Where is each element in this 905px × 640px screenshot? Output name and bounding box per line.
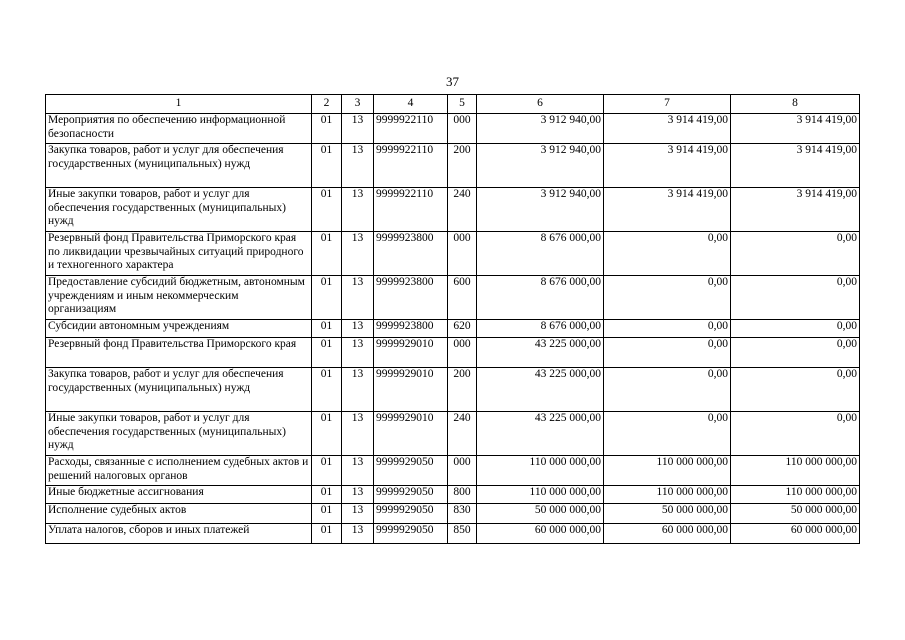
- column-header: 6: [477, 95, 604, 114]
- row-name: Закупка товаров, работ и услуг для обеспечения государственных (муниципальных) нужд: [46, 144, 312, 188]
- budget-table: [45, 94, 860, 544]
- row-section: 01: [312, 114, 342, 144]
- table-row: [46, 456, 860, 486]
- row-amount-2: 0,00: [604, 368, 731, 412]
- row-subsection: 13: [342, 486, 374, 504]
- table-row: [46, 486, 860, 504]
- row-name: Резервный фонд Правительства Приморского края: [46, 338, 312, 368]
- row-amount-1: 3 912 940,00: [477, 144, 604, 188]
- row-amount-1: 8 676 000,00: [477, 320, 604, 338]
- row-target-item: 9999929050: [374, 524, 448, 544]
- table-row: [46, 232, 860, 276]
- row-section: 01: [312, 412, 342, 456]
- row-amount-1: 43 225 000,00: [477, 368, 604, 412]
- row-target-item: 9999923800: [374, 276, 448, 320]
- row-expense-type: 830: [448, 504, 477, 524]
- row-expense-type: 000: [448, 232, 477, 276]
- row-amount-2: 50 000 000,00: [604, 504, 731, 524]
- row-amount-3: 0,00: [731, 368, 860, 412]
- row-name: Мероприятия по обеспечению информационной безопасности: [46, 114, 312, 144]
- row-expense-type: 200: [448, 144, 477, 188]
- row-section: 01: [312, 504, 342, 524]
- row-expense-type: 620: [448, 320, 477, 338]
- row-name: Иные бюджетные ассигнования: [46, 486, 312, 504]
- row-amount-3: 0,00: [731, 338, 860, 368]
- row-amount-1: 43 225 000,00: [477, 412, 604, 456]
- table-row: [46, 504, 860, 524]
- row-name: Иные закупки товаров, работ и услуг для обеспечения государственных (муниципальных) нужд: [46, 188, 312, 232]
- row-subsection: 13: [342, 188, 374, 232]
- row-subsection: 13: [342, 368, 374, 412]
- row-subsection: 13: [342, 114, 374, 144]
- row-target-item: 9999929010: [374, 412, 448, 456]
- row-section: 01: [312, 486, 342, 504]
- row-subsection: 13: [342, 320, 374, 338]
- row-subsection: 13: [342, 456, 374, 486]
- row-amount-2: 110 000 000,00: [604, 456, 731, 486]
- header-row: [46, 95, 860, 114]
- row-amount-2: 0,00: [604, 276, 731, 320]
- table-row: [46, 412, 860, 456]
- column-header: 2: [312, 95, 342, 114]
- table-row: [46, 320, 860, 338]
- row-amount-1: 43 225 000,00: [477, 338, 604, 368]
- table-row: [46, 144, 860, 188]
- row-section: 01: [312, 320, 342, 338]
- row-amount-1: 60 000 000,00: [477, 524, 604, 544]
- row-amount-1: 8 676 000,00: [477, 276, 604, 320]
- column-header: 7: [604, 95, 731, 114]
- row-name: Резервный фонд Правительства Приморского края по ликвидации чрезвычайных ситуаций природного и техногенного характера: [46, 232, 312, 276]
- row-name: Иные закупки товаров, работ и услуг для обеспечения государственных (муниципальных) нужд: [46, 412, 312, 456]
- row-expense-type: 200: [448, 368, 477, 412]
- row-amount-3: 0,00: [731, 232, 860, 276]
- row-target-item: 9999923800: [374, 232, 448, 276]
- column-header: 5: [448, 95, 477, 114]
- row-section: 01: [312, 188, 342, 232]
- row-subsection: 13: [342, 338, 374, 368]
- table-row: [46, 276, 860, 320]
- row-amount-1: 3 912 940,00: [477, 188, 604, 232]
- row-target-item: 9999929050: [374, 456, 448, 486]
- row-target-item: 9999922110: [374, 188, 448, 232]
- row-target-item: 9999929010: [374, 338, 448, 368]
- table-row: [46, 338, 860, 368]
- row-amount-2: 0,00: [604, 320, 731, 338]
- row-amount-2: 0,00: [604, 338, 731, 368]
- row-target-item: 9999923800: [374, 320, 448, 338]
- row-expense-type: 000: [448, 456, 477, 486]
- row-amount-2: 3 914 419,00: [604, 188, 731, 232]
- row-amount-2: 110 000 000,00: [604, 486, 731, 504]
- row-amount-1: 8 676 000,00: [477, 232, 604, 276]
- column-header: 1: [46, 95, 312, 114]
- row-amount-2: 0,00: [604, 412, 731, 456]
- row-amount-2: 3 914 419,00: [604, 114, 731, 144]
- row-name: Исполнение судебных актов: [46, 504, 312, 524]
- table-row: [46, 368, 860, 412]
- page-number: 37: [446, 74, 459, 89]
- row-name: Закупка товаров, работ и услуг для обеспечения государственных (муниципальных) нужд: [46, 368, 312, 412]
- row-subsection: 13: [342, 524, 374, 544]
- row-subsection: 13: [342, 412, 374, 456]
- row-amount-3: 3 914 419,00: [731, 188, 860, 232]
- row-amount-3: 0,00: [731, 276, 860, 320]
- row-expense-type: 240: [448, 412, 477, 456]
- column-header: 8: [731, 95, 860, 114]
- row-expense-type: 240: [448, 188, 477, 232]
- row-amount-1: 3 912 940,00: [477, 114, 604, 144]
- row-section: 01: [312, 368, 342, 412]
- row-name: Расходы, связанные с исполнением судебных актов и решений налоговых органов: [46, 456, 312, 486]
- row-target-item: 9999929050: [374, 486, 448, 504]
- row-amount-3: 3 914 419,00: [731, 114, 860, 144]
- row-subsection: 13: [342, 232, 374, 276]
- row-expense-type: 800: [448, 486, 477, 504]
- row-subsection: 13: [342, 144, 374, 188]
- row-target-item: 9999922110: [374, 114, 448, 144]
- row-subsection: 13: [342, 276, 374, 320]
- table-row: [46, 524, 860, 544]
- row-amount-1: 110 000 000,00: [477, 486, 604, 504]
- row-name: Уплата налогов, сборов и иных платежей: [46, 524, 312, 544]
- row-amount-2: 3 914 419,00: [604, 144, 731, 188]
- row-expense-type: 000: [448, 114, 477, 144]
- row-amount-3: 3 914 419,00: [731, 144, 860, 188]
- row-section: 01: [312, 338, 342, 368]
- table-row: [46, 114, 860, 144]
- row-target-item: 9999922110: [374, 144, 448, 188]
- column-header: 4: [374, 95, 448, 114]
- row-amount-1: 50 000 000,00: [477, 504, 604, 524]
- row-amount-2: 0,00: [604, 232, 731, 276]
- row-expense-type: 850: [448, 524, 477, 544]
- row-amount-3: 0,00: [731, 320, 860, 338]
- row-amount-2: 60 000 000,00: [604, 524, 731, 544]
- row-subsection: 13: [342, 504, 374, 524]
- row-section: 01: [312, 524, 342, 544]
- row-name: Субсидии автономным учреждениям: [46, 320, 312, 338]
- row-amount-3: 60 000 000,00: [731, 524, 860, 544]
- row-amount-3: 110 000 000,00: [731, 486, 860, 504]
- row-target-item: 9999929050: [374, 504, 448, 524]
- row-section: 01: [312, 144, 342, 188]
- column-header: 3: [342, 95, 374, 114]
- table-row: [46, 188, 860, 232]
- row-expense-type: 000: [448, 338, 477, 368]
- row-amount-3: 0,00: [731, 412, 860, 456]
- row-amount-3: 110 000 000,00: [731, 456, 860, 486]
- row-section: 01: [312, 276, 342, 320]
- row-amount-1: 110 000 000,00: [477, 456, 604, 486]
- row-name: Предоставление субсидий бюджетным, автономным учреждениям и иным некоммерческим организациям: [46, 276, 312, 320]
- row-section: 01: [312, 232, 342, 276]
- row-expense-type: 600: [448, 276, 477, 320]
- row-amount-3: 50 000 000,00: [731, 504, 860, 524]
- row-section: 01: [312, 456, 342, 486]
- row-target-item: 9999929010: [374, 368, 448, 412]
